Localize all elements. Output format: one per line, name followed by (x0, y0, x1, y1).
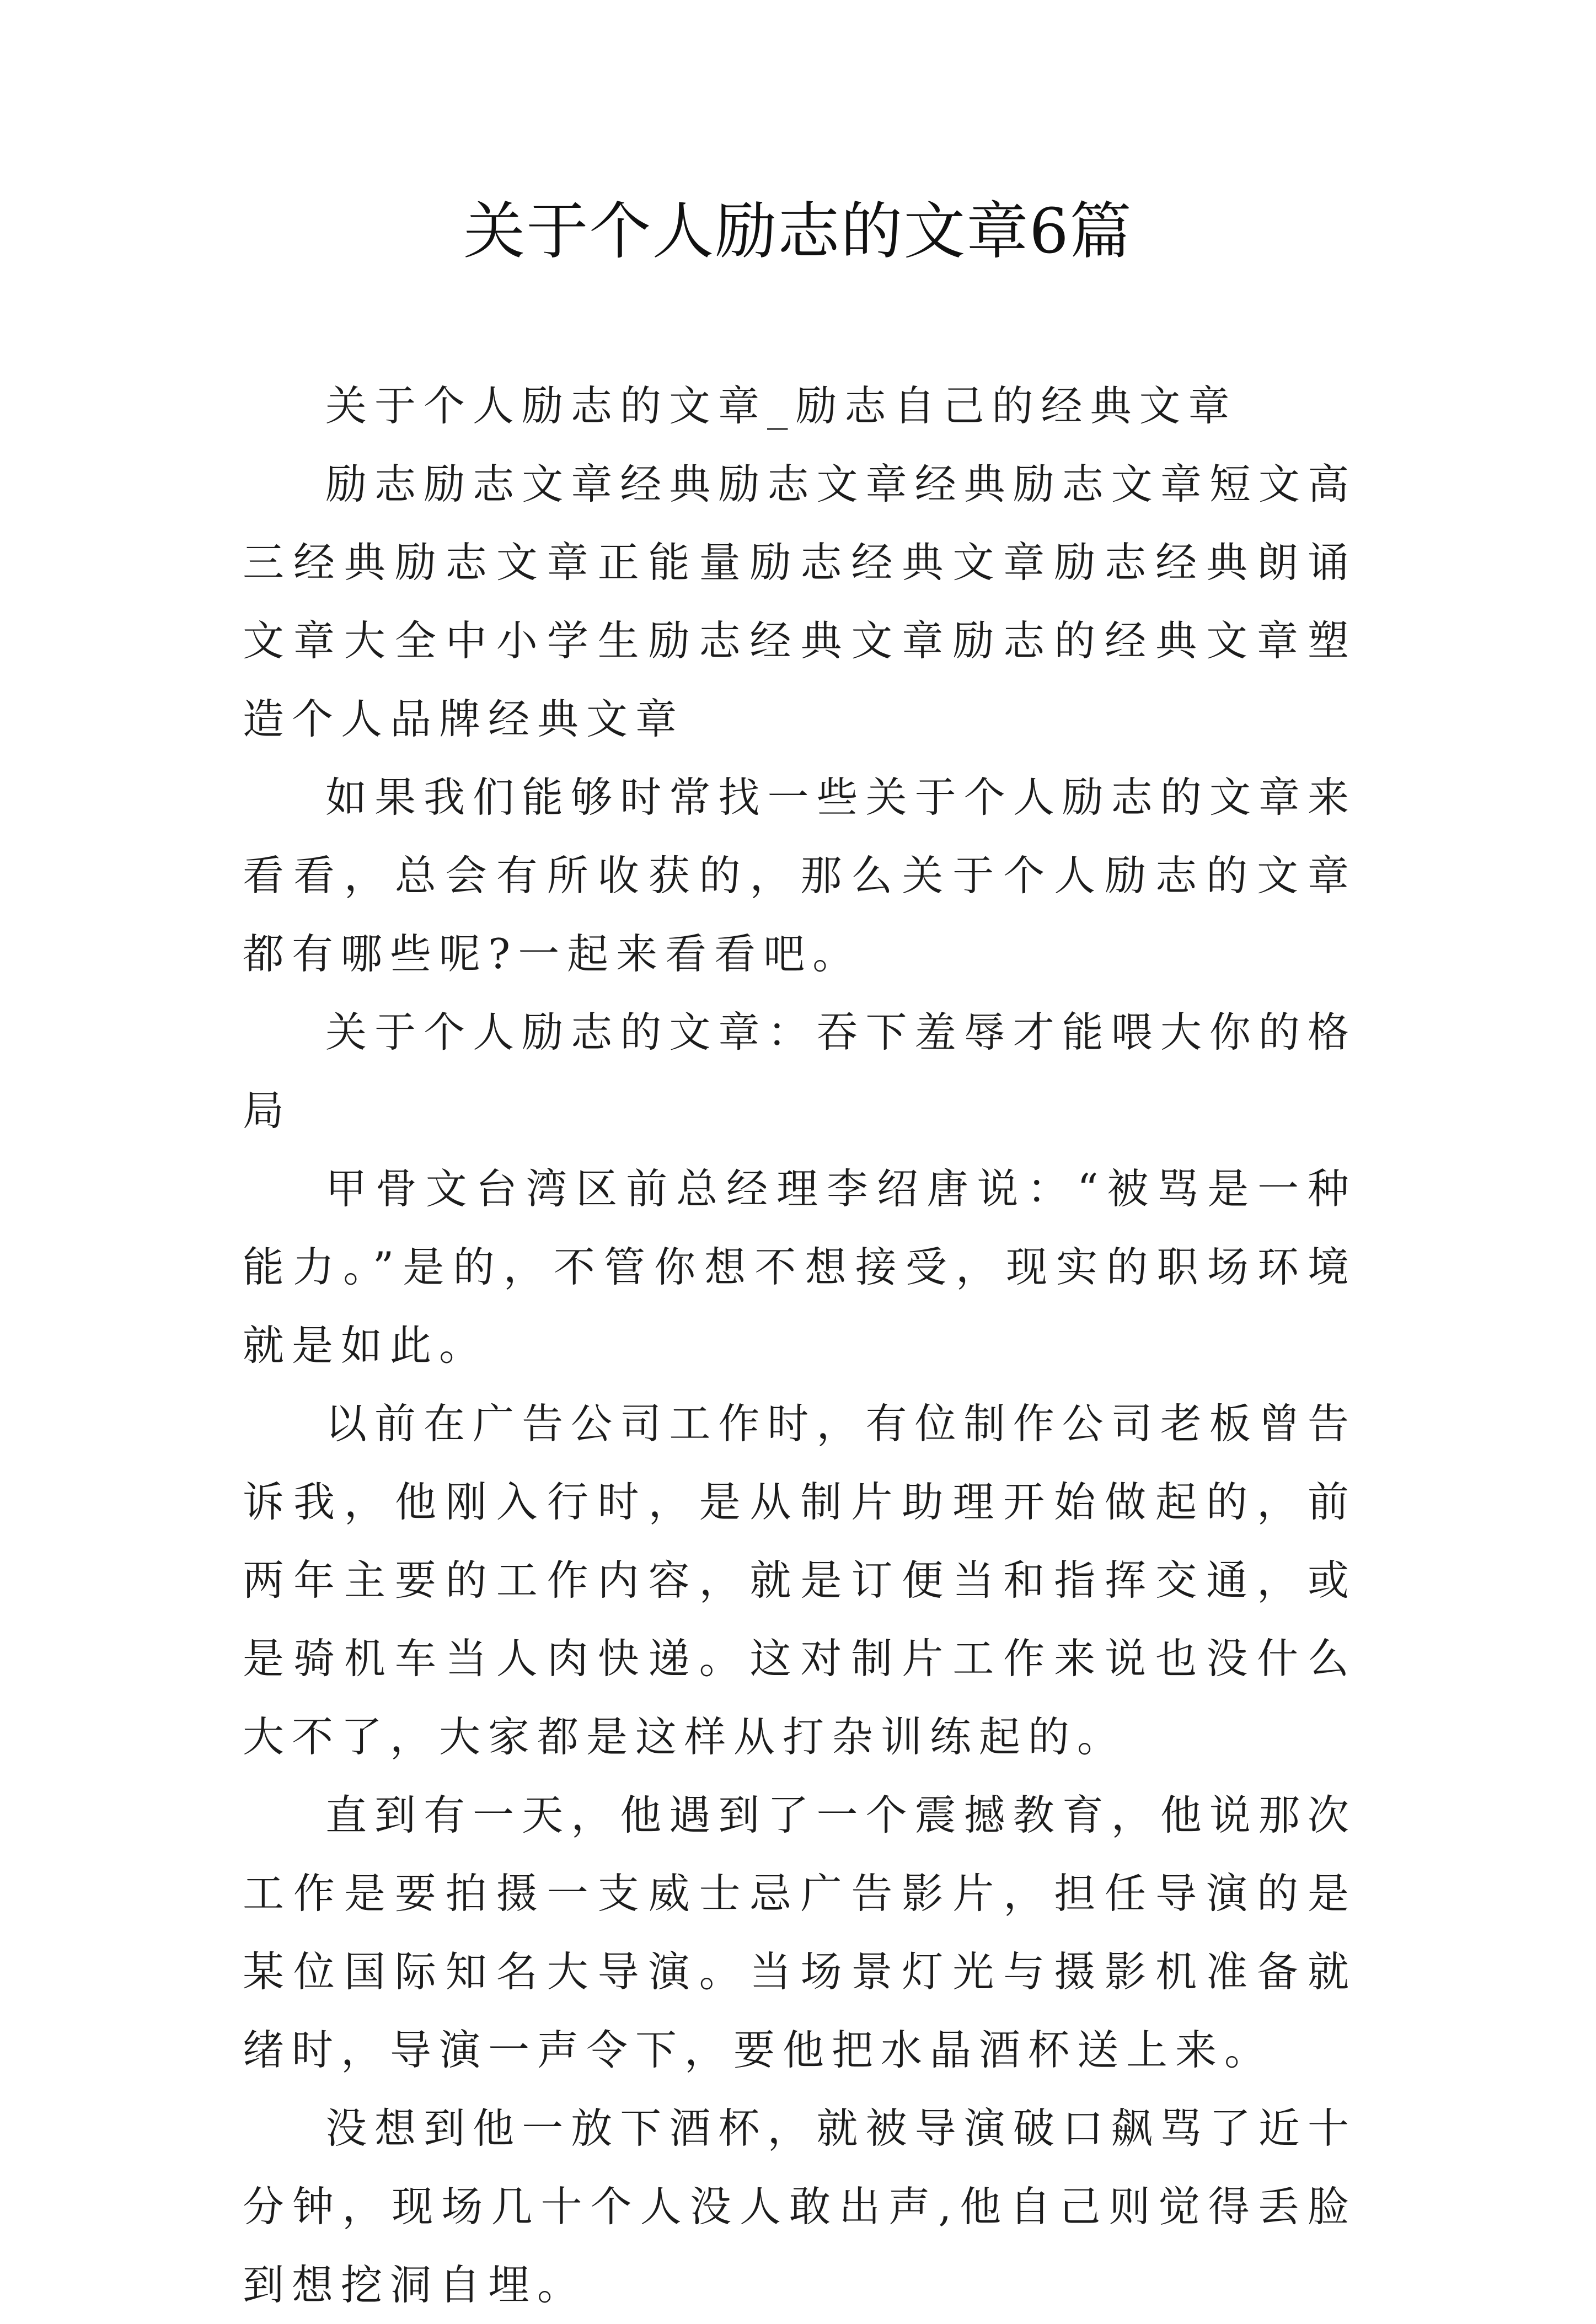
paragraph: 励志励志文章经典励志文章经典励志文章短文高三经典励志文章正能量励志经典文章励志经典朗诵文章大全中小学生励志经典文章励志的经典文章塑造个人品牌经典文章 (243, 460, 1357, 743)
paragraph: 关于个人励志的文章：吞下羞辱才能喂大你的格局 (243, 1008, 1357, 1135)
paragraph: 没想到他一放下酒杯，就被导演破口飙骂了近十分钟，现场几十个人没人敢出声,他自己则觉得丢脸到想挖洞自埋。 (243, 2104, 1357, 2309)
paragraph: 如果我们能够时常找一些关于个人励志的文章来看看，总会有所收获的，那么关于个人励志的文章都有哪些呢?一起来看看吧。 (243, 773, 1357, 978)
paragraph: 以前在广告公司工作时，有位制作公司老板曾告诉我，他刚入行时，是从制片助理开始做起的，前两年主要的工作内容，就是订便当和指挥交通，或是骑机车当人肉快递。这对制片工作来说也没什么大不了，大家都是这样从打杂训练起的。 (243, 1399, 1357, 1761)
paragraph: 关于个人励志的文章_励志自己的经典文章 (325, 382, 1238, 430)
paragraph: 甲骨文台湾区前总经理李绍唐说：“被骂是一种能力。”是的，不管你想不想接受，现实的职场环境就是如此。 (243, 1164, 1357, 1370)
document-title: 关于个人励志的文章6篇 (463, 196, 1133, 267)
paragraph: 直到有一天，他遇到了一个震撼教育，他说那次工作是要拍摄一支威士忌广告影片，担任导演的是某位国际知名大导演。当场景灯光与摄影机准备就绪时，导演一声令下，要他把水晶酒杯送上来。 (243, 1791, 1357, 2074)
document-body (243, 367, 1357, 2324)
